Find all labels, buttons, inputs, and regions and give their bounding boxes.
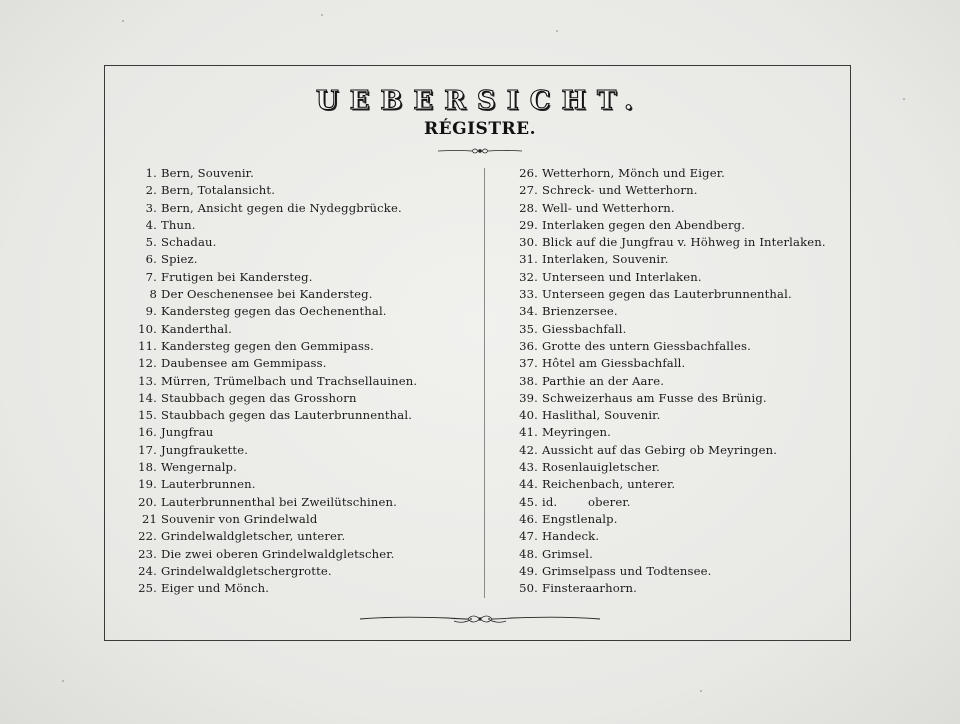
entry-number: 25. xyxy=(138,581,157,596)
entry-title: Parthie an der Aare. xyxy=(542,373,665,388)
list-item xyxy=(510,286,826,303)
entry-title: Handeck. xyxy=(542,529,600,544)
list-item xyxy=(510,321,826,338)
entry-number: 23. xyxy=(138,546,157,561)
entry-number: 13. xyxy=(138,373,157,388)
entry-title: id. oberer. xyxy=(542,494,631,509)
list-item xyxy=(128,407,417,424)
list-item xyxy=(510,217,826,234)
entry-number: 10. xyxy=(138,321,157,336)
entry-number: 30. xyxy=(519,235,538,250)
entry-number: 32. xyxy=(519,269,538,284)
list-item xyxy=(510,407,826,424)
entry-title: Interlaken, Souvenir. xyxy=(542,252,669,267)
entry-number: 42. xyxy=(519,442,538,457)
list-item xyxy=(128,511,417,528)
entry-number: 15. xyxy=(138,408,157,423)
entry-title: Engstlenalp. xyxy=(542,511,618,526)
entry-title: Frutigen bei Kandersteg. xyxy=(161,269,313,284)
entry-title: Brienzersee. xyxy=(542,304,618,319)
entry-number: 41. xyxy=(519,425,538,440)
list-item xyxy=(128,373,417,390)
list-item xyxy=(128,200,417,217)
entry-title: Daubensee am Gemmipass. xyxy=(161,356,327,371)
entry-title: Kandersteg gegen das Oechenenthal. xyxy=(161,304,387,319)
entry-title: Grindelwaldgletscher, unterer. xyxy=(161,529,346,544)
list-item xyxy=(510,442,826,459)
entry-title: Die zwei oberen Grindelwaldgletscher. xyxy=(161,546,395,561)
entry-title: Bern, Totalansicht. xyxy=(161,183,276,198)
list-item xyxy=(510,251,826,268)
list-item xyxy=(510,511,826,528)
entry-number: 37. xyxy=(519,356,538,371)
list-item xyxy=(510,200,826,217)
entry-number: 22. xyxy=(138,529,157,544)
entry-number: 19. xyxy=(138,477,157,492)
entry-number: 47. xyxy=(519,529,538,544)
index-list-left xyxy=(128,165,417,597)
entry-title: Well- und Wetterhorn. xyxy=(542,200,675,215)
entry-number: 16. xyxy=(138,425,157,440)
entry-number: 48. xyxy=(519,546,538,561)
list-item xyxy=(510,373,826,390)
entry-number: 40. xyxy=(519,408,538,423)
entry-title: Thun. xyxy=(161,217,196,232)
entry-title: Wetterhorn, Mönch und Eiger. xyxy=(542,166,725,180)
list-item xyxy=(128,251,417,268)
list-item xyxy=(510,580,826,597)
list-item xyxy=(128,355,417,372)
list-item xyxy=(510,476,826,493)
entry-number: 36. xyxy=(519,338,538,353)
entry-title: Unterseen gegen das Lauterbrunnenthal. xyxy=(542,287,792,302)
entry-title: Giessbachfall. xyxy=(542,321,627,336)
ornament-divider-icon xyxy=(438,145,522,157)
list-item xyxy=(128,286,417,303)
list-item xyxy=(128,303,417,320)
entry-title: Bern, Ansicht gegen die Nydeggbrücke. xyxy=(161,200,402,215)
entry-number: 26. xyxy=(519,166,538,180)
list-item xyxy=(128,217,417,234)
entry-title: Hôtel am Giessbachfall. xyxy=(542,356,686,371)
entry-title: Der Oeschenensee bei Kandersteg. xyxy=(161,287,373,302)
entry-title: Schadau. xyxy=(161,235,217,250)
entry-title: Rosenlauigletscher. xyxy=(542,460,661,475)
list-item xyxy=(510,528,826,545)
list-item xyxy=(510,355,826,372)
entry-number: 5. xyxy=(145,235,157,250)
page-subtitle: RÉGISTRE. xyxy=(424,119,536,139)
paper-speck xyxy=(700,690,702,692)
entry-title: Kanderthal. xyxy=(161,321,232,336)
list-item xyxy=(510,494,826,511)
list-item xyxy=(128,528,417,545)
list-item xyxy=(510,459,826,476)
list-item xyxy=(510,182,826,199)
entry-number: 17. xyxy=(138,442,157,457)
list-item xyxy=(510,269,826,286)
entry-title: Eiger und Mönch. xyxy=(161,581,270,596)
list-item xyxy=(510,563,826,580)
list-item xyxy=(510,338,826,355)
entry-title: Finsteraarhorn. xyxy=(542,581,637,596)
entry-title: Grindelwaldgletschergrotte. xyxy=(161,563,332,578)
entry-title: Schreck- und Wetterhorn. xyxy=(542,183,698,198)
entry-title: Lauterbrunnenthal bei Zweilütschinen. xyxy=(161,494,397,509)
paper-speck xyxy=(321,14,323,16)
entry-title: Souvenir von Grindelwald xyxy=(161,511,318,526)
list-item xyxy=(128,390,417,407)
entry-number: 7. xyxy=(145,269,157,284)
list-item xyxy=(510,165,826,182)
entry-number: 35. xyxy=(519,321,538,336)
entry-number: 46. xyxy=(519,511,538,526)
paper-speck xyxy=(62,680,64,682)
entry-title: Grimsel. xyxy=(542,546,593,561)
entry-title: Blick auf die Jungfrau v. Höhweg in Interlaken. xyxy=(542,235,826,250)
entry-number: 20. xyxy=(138,494,157,509)
entry-title: Mürren, Trümelbach und Trachsellauinen. xyxy=(161,373,418,388)
list-item xyxy=(128,580,417,597)
entry-number: 45. xyxy=(519,494,538,509)
entry-number: 3. xyxy=(145,200,157,215)
list-item xyxy=(128,321,417,338)
entry-number: 27. xyxy=(519,183,538,198)
entry-title: Staubbach gegen das Lauterbrunnenthal. xyxy=(161,408,413,423)
entry-number: 29. xyxy=(519,217,538,232)
entry-number: 31. xyxy=(519,252,538,267)
list-item xyxy=(128,476,417,493)
entry-number: 1. xyxy=(145,166,157,180)
entry-number: 50. xyxy=(519,581,538,596)
paper-speck xyxy=(556,30,558,32)
entry-title: Schweizerhaus am Fusse des Brünig. xyxy=(542,390,767,405)
entry-title: Meyringen. xyxy=(542,425,611,440)
entry-title: Spiez. xyxy=(161,252,198,267)
entry-title: Wengernalp. xyxy=(161,460,237,475)
entry-number: 11. xyxy=(138,338,157,353)
list-item xyxy=(128,424,417,441)
entry-title: Jungfraukette. xyxy=(161,442,249,457)
entry-number: 2. xyxy=(145,183,157,198)
list-item xyxy=(128,563,417,580)
entry-title: Haslithal, Souvenir. xyxy=(542,408,661,423)
entry-number: 49. xyxy=(519,563,538,578)
entry-title: Grotte des untern Giessbachfalles. xyxy=(542,338,751,353)
list-item xyxy=(128,442,417,459)
list-item xyxy=(510,390,826,407)
entry-title: Staubbach gegen das Grosshorn xyxy=(161,390,357,405)
list-item xyxy=(510,303,826,320)
page-title: UEBERSICHT. xyxy=(315,86,645,116)
entry-title: Aussicht auf das Gebirg ob Meyringen. xyxy=(542,442,778,457)
list-item xyxy=(128,234,417,251)
entry-title: Bern, Souvenir. xyxy=(161,166,254,180)
entry-title: Lauterbrunnen. xyxy=(161,477,256,492)
entry-number: 28. xyxy=(519,200,538,215)
ornament-flourish-icon xyxy=(358,610,602,628)
entry-number: 8 xyxy=(149,287,157,302)
entry-number: 24. xyxy=(138,563,157,578)
entry-title: Jungfrau xyxy=(161,425,214,440)
list-item xyxy=(510,234,826,251)
entry-number: 44. xyxy=(519,477,538,492)
paper-speck xyxy=(122,20,124,22)
entry-title: Kandersteg gegen den Gemmipass. xyxy=(161,338,374,353)
list-item xyxy=(128,269,417,286)
entry-title: Grimselpass und Todtensee. xyxy=(542,563,712,578)
entry-title: Interlaken gegen den Abendberg. xyxy=(542,217,746,232)
list-item xyxy=(128,494,417,511)
entry-number: 38. xyxy=(519,373,538,388)
index-list-right xyxy=(510,165,826,597)
list-item xyxy=(510,546,826,563)
entry-title: Reichenbach, unterer. xyxy=(542,477,676,492)
entry-title: Unterseen und Interlaken. xyxy=(542,269,702,284)
entry-number: 39. xyxy=(519,390,538,405)
entry-number: 18. xyxy=(138,460,157,475)
list-item xyxy=(128,546,417,563)
entry-number: 43. xyxy=(519,460,538,475)
entry-number: 14. xyxy=(138,390,157,405)
entry-number: 21 xyxy=(141,511,157,526)
list-item xyxy=(128,165,417,182)
entry-number: 6. xyxy=(145,252,157,267)
list-item xyxy=(510,424,826,441)
list-item xyxy=(128,182,417,199)
list-item xyxy=(128,338,417,355)
entry-number: 34. xyxy=(519,304,538,319)
entry-number: 33. xyxy=(519,287,538,302)
column-divider xyxy=(484,168,485,598)
entry-number: 4. xyxy=(145,217,157,232)
entry-number: 12. xyxy=(138,356,157,371)
entry-number: 9. xyxy=(145,304,157,319)
list-item xyxy=(128,459,417,476)
